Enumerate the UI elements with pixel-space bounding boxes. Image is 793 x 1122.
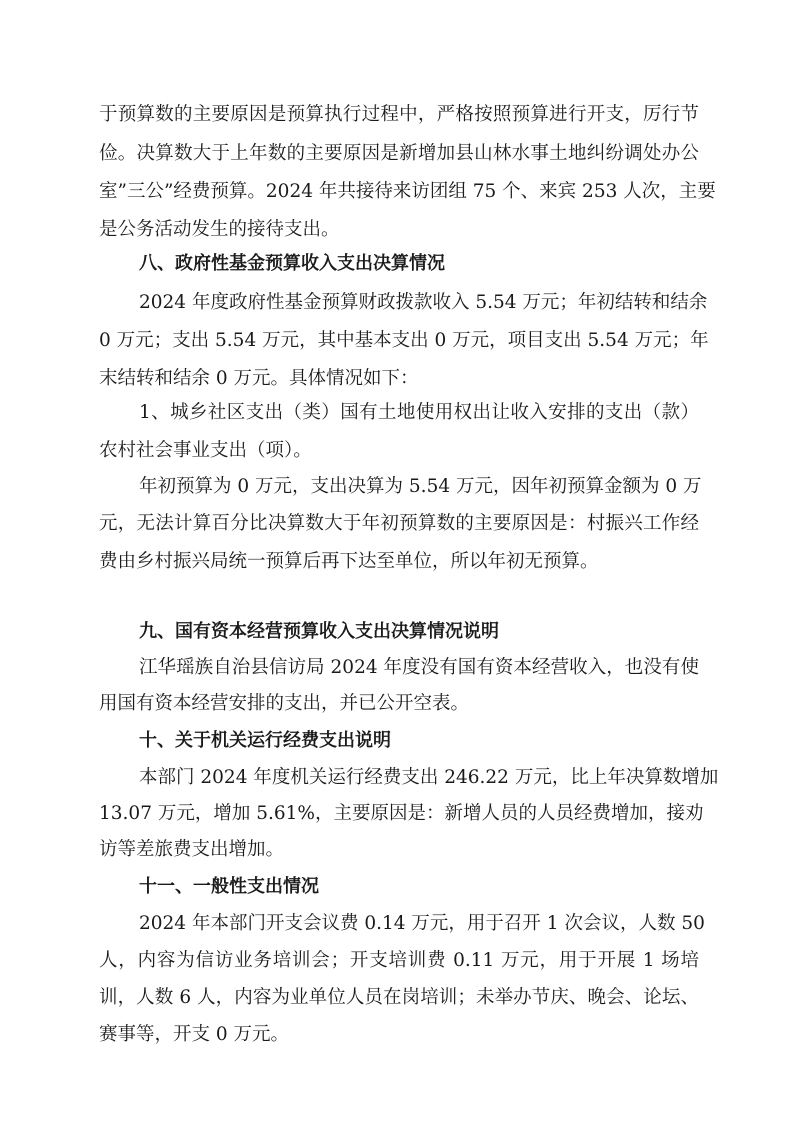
body-text-line: 室”三公”经费预算。2024 年共接待来访团组 75 个、来宾 253 人次，主要 (99, 181, 716, 202)
body-text-line: 于预算数的主要原因是预算执行过程中，严格按照预算进行开支，厉行节 (99, 104, 699, 125)
body-text-line: 俭。决算数大于上年数的主要原因是新增加县山林水事土地纠纷调处办公 (99, 143, 699, 164)
body-text-line: 农村社会事业支出（项）。 (99, 440, 312, 461)
body-text-line: 元，无法计算百分比决算数大于年初预算数的主要原因是：村振兴工作经 (99, 513, 699, 534)
body-text-line: 末结转和结余 0 万元。具体情况如下： (99, 368, 419, 389)
section-heading-11: 十一、一般性支出情况 (139, 876, 319, 897)
body-text-line: 人，内容为信访业务培训会；开支培训费 0.11 万元，用于开展 1 场培 (99, 950, 699, 971)
body-text-line: 赛事等，开支 0 万元。 (99, 1024, 290, 1045)
body-text-line: 用国有资本经营安排的支出，并已公开空表。 (99, 693, 470, 714)
body-text-line: 本部门 2024 年度机关运行经费支出 246.22 万元，比上年决算数增加 (139, 767, 719, 788)
body-text-line: 江华瑶族自治县信访局 2024 年度没有国有资本经营收入，也没有使 (139, 657, 699, 678)
body-text-line: 是公务活动发生的接待支出。 (99, 219, 340, 240)
body-text-line: 训，人数 6 人，内容为业单位人员在岗培训；未举办节庆、晚会、论坛、 (99, 987, 699, 1008)
body-text-line: 2024 年本部门开支会议费 0.14 万元，用于召开 1 次会议，人数 50 (139, 913, 705, 934)
section-heading-8: 八、政府性基金预算收入支出决算情况 (139, 253, 445, 274)
section-heading-9: 九、国有资本经营预算收入支出决算情况说明 (139, 621, 499, 642)
body-text-line: 0 万元；支出 5.54 万元，其中基本支出 0 万元，项目支出 5.54 万元；年 (99, 330, 709, 351)
body-text-line: 2024 年度政府性基金预算财政拨款收入 5.54 万元；年初结转和结余 (139, 292, 708, 313)
body-text-line: 年初预算为 0 万元，支出决算为 5.54 万元，因年初预算金额为 0 万 (139, 476, 702, 497)
body-text-line: 1、城乡社区支出（类）国有土地使用权出让收入安排的支出（款） (139, 402, 699, 423)
section-heading-10: 十、关于机关运行经费支出说明 (139, 730, 391, 751)
body-text-line: 访等差旅费支出增加。 (99, 839, 285, 860)
body-text-line: 13.07 万元，增加 5.61%，主要原因是：新增人员的人员经费增加，接劝 (99, 803, 704, 824)
body-text-line: 费由乡村振兴局统一预算后再下达至单位，所以年初无预算。 (99, 551, 599, 572)
